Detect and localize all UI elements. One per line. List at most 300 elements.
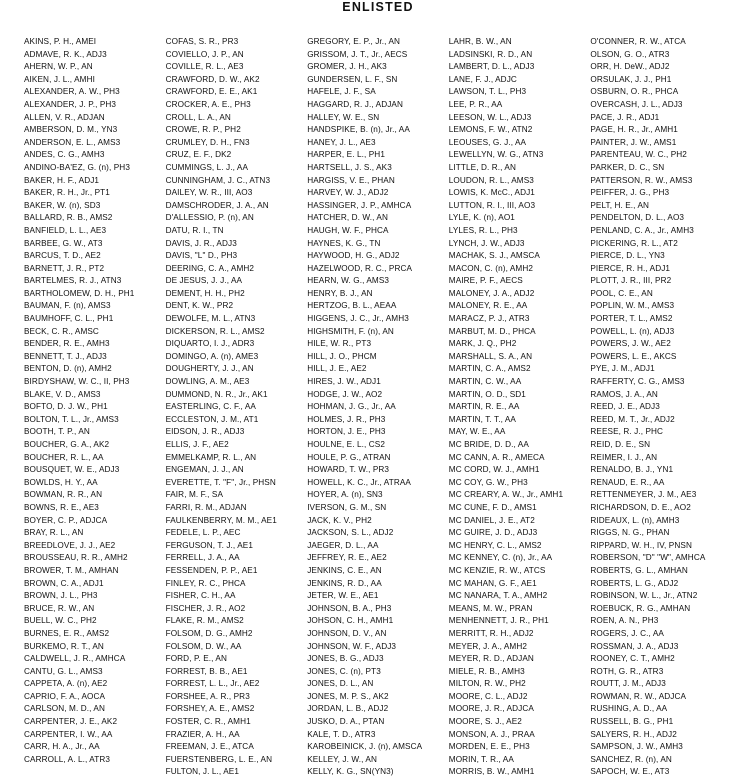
roster-entry: BROWN, C. A., ADJ1 [24,578,104,588]
roster-entry: JONES, C. (n), PT3 [307,666,381,676]
roster-entry: PEIFFER, J. G., PH3 [590,188,670,198]
roster-entry: BAKER, R. H., Jr., PT1 [24,188,110,198]
roster-entry: ALEXANDER, A. W., PH3 [24,87,120,97]
roster-entry: BAKER, W. (n), SD3 [24,200,101,210]
roster-entry: HALLEY, W. E., SN [307,112,380,122]
roster-entry: LITTLE, D. R., AN [448,162,516,172]
roster-entry: FLAKE, R. M., AMS2 [165,616,244,626]
roster-entry: BRUCE, R. W., AN [24,603,95,613]
roster-entry: FOLSOM, D. G., AMH2 [165,628,253,638]
roster-entry: FESSENDEN, P. P., AE1 [165,565,258,575]
roster-entry: BOFTO, D. J. W., PH1 [24,402,108,412]
roster-entry: LEWELLYN, W. G., ATN3 [448,150,544,160]
roster-entry: CAPPETA, A. (n), AE2 [24,679,108,689]
roster-entry: PIERCE, D. L., YN3 [590,251,665,261]
roster-entry: MONSON, A. J., PRAA [448,729,535,739]
roster-entry: FAIR, M. F., SA [165,490,224,500]
roster-entry: BAUMAN, F. (n), AMS3 [24,301,111,311]
roster-entry: POWERS, L. E., AKCS [590,351,677,361]
roster-entry: RAFFERTY, C. G., AMS3 [590,377,685,387]
page-title: ENLISTED [342,0,414,14]
roster-entry: HARGISS, V. E., PHAN [307,175,395,185]
roster-entry: DAVIS, J. R., ADJ3 [165,238,237,248]
roster-entry: OVERCASH, J. L., ADJ3 [590,99,683,109]
roster-entry: RENALDO, B. J., YN1 [590,465,674,475]
roster-entry: ROBINSON, W. L., Jr., ATN2 [590,591,698,601]
roster-entry: LYLES, R. L., PH3 [448,225,518,235]
roster-entry: HARPER, E. L., PH1 [307,150,385,160]
roster-entry: LEOUSES, G. J., AA [448,137,527,147]
roster-entry: HOHMAN, J. G., Jr., AA [307,402,396,412]
roster-entry: EMMELKAMP, R. L., AN [165,452,257,462]
roster-entry: BALLARD, R. B., AMS2 [24,213,113,223]
roster-entry: ROUTT, J. M., ADJ3 [590,679,666,689]
roster-entry: LUTTON, R. I., III, AO3 [448,200,536,210]
roster-entry: FAULKENBERRY, M. M., AE1 [165,515,277,525]
roster-entry: FULTON, J. L., AE1 [165,767,239,777]
roster-entry: AKINS, P. H., AMEI [24,37,97,46]
roster-entry: FORSHEY, A. E., AMS2 [165,704,255,714]
roster-entry: ROEBUCK, R. G., AMHAN [590,603,691,613]
roster-entry: MC KENNEY, C. (n), Jr., AA [448,553,553,563]
roster-entry: PYE, J. M., ADJ1 [590,364,655,374]
roster-entry: MACON, C. (n), AMH2 [448,263,534,273]
roster-entry: ROONEY, C. T., AMH2 [590,654,675,664]
roster-entry: RICHARDSON, D. E., AO2 [590,502,691,512]
roster-entry: DOUGHERTY, J. J., AN [165,364,254,374]
roster-entry: DIQUARTO, I. J., ADR3 [165,339,255,349]
roster-entry: PARENTEAU, W. C., PH2 [590,150,687,160]
roster-entry: AIKEN, J. L., AMHI [24,74,95,84]
roster-entry: KALE, T. D., ATR3 [307,729,376,739]
roster-entry: ROBERTS, L. G., ADJ2 [590,578,679,588]
roster-entry: POWELL, L. (n), ADJ3 [590,326,675,336]
roster-entry: BECK, C. R., AMSC [24,326,99,336]
roster-entry: DENT, K. W., PR2 [165,301,234,311]
roster-entry: FINLEY, R. C., PHCA [165,578,246,588]
roster-entry: MC MAHAN, G. F., AE1 [448,578,537,588]
roster-entry: ANDES, C. G., AMH3 [24,150,105,160]
roster-entry: MC DANIEL, J. E., AT2 [448,515,535,525]
roster-entry: ALLEN, V. R., ADJAN [24,112,105,122]
roster-entry: LADSINSKI, R. D., AN [448,49,533,59]
roster-entry: ORR, H. DeW., ADJ2 [590,62,670,72]
roster-entry: BROWN, J. L., PH3 [24,591,98,601]
roster-entry: MIELE, R. B., AMH3 [448,666,525,676]
roster-entry: MORRIS, B. W., AMH1 [448,767,535,777]
roster-entry: BANFIELD, L. L., AE3 [24,225,107,235]
roster-entry: RUSSELL, B. G., PH1 [590,717,674,727]
roster-entry: MARTIN, R. E., AA [448,402,520,412]
roster-entry: DE JESUS, J. J., AA [165,276,243,286]
roster-entry: FERGUSON, T. J., AE1 [165,540,253,550]
roster-entry: BOWNS, R. E., AE3 [24,502,99,512]
roster-entry: PICKERING, R. L., AT2 [590,238,678,248]
roster-entry: ROBERTS, G. L., AMHAN [590,565,688,575]
roster-entry: HANDSPIKE, B. (n), Jr., AA [307,125,410,135]
roster-entry: ADMAVE, R. K., ADJ3 [24,49,107,59]
roster-entry: JAEGER, D. L., AA [307,540,379,550]
roster-entry: FARRI, R. M., ADJAN [165,502,247,512]
roster-entry: MALONEY, J. A., ADJ2 [448,288,535,298]
roster-entry: DICKERSON, R. L., AMS2 [165,326,265,336]
roster-entry: ROSSMAN, J. A., ADJ3 [590,641,679,651]
roster-entry: MC HENRY, C. L., AMS2 [448,540,542,550]
roster-column-1 [24,36,166,779]
roster-entry: MC CORD, W. J., AMH1 [448,465,540,475]
roster-entry: DEERING, C. A., AMH2 [165,263,255,273]
roster-entry: BAKER, H. F., ADJ1 [24,175,100,185]
roster-columns [24,36,732,779]
roster-entry: HOULNE, E. L., CS2 [307,440,385,449]
roster-entry: BOLTON, T. L., Jr., AMS3 [24,414,119,424]
roster-entry: PARKER, D. C., SN [590,162,665,172]
roster-entry: BAUMHOFF, C. L., PH1 [24,314,114,324]
roster-entry: HIRES, J. W., ADJ1 [307,377,381,387]
roster-entry: CARR, H. A., Jr., AA [24,742,100,752]
roster-entry: DATU, R. I., TN [165,225,224,235]
roster-entry: BARTHOLOMEW, D. H., PH1 [24,288,135,298]
roster-entry: HOWELL, K. C., Jr., ATRAA [307,477,411,487]
roster-column-3 [307,36,449,779]
roster-entry: COVILLE, R. L., AE3 [165,62,244,72]
roster-entry: MACHAK, S. J., AMSCA [448,251,540,261]
roster-entry: PELT, H. E., AN [590,200,650,210]
roster-entry: SANCHEZ, R. (n), AN [590,754,672,764]
roster-entry: REIMER, I. J., AN [590,452,658,462]
roster-entry: ENGEMAN, J. J., AN [165,465,244,475]
roster-entry: HOLMES, J. R., PH3 [307,414,386,424]
roster-entry: BROWER, T. M., AMHAN [24,565,119,575]
roster-entry: MORDEN, E. E., PH3 [448,742,530,752]
roster-entry: HAYNES, K. G., TN [307,238,381,248]
roster-entry: AMBERSON, D. M., YN3 [24,125,118,135]
roster-entry: HAUGH, W. F., PHCA [307,225,389,235]
roster-entry: RAMOS, J. A., AN [590,389,658,399]
roster-entry: MC CUNE, F. D., AMS1 [448,502,537,512]
roster-entry: MEANS, M. W., PRAN [448,603,533,613]
roster-entry: PORTER, T. L., AMS2 [590,314,673,324]
roster-entry: MARK, J. Q., PH2 [448,339,517,349]
roster-entry: ROEN, A. N., PH3 [590,616,659,626]
roster-entry: BREEDLOVE, J. J., AE2 [24,540,116,550]
roster-entry: JETER, W. E., AE1 [307,591,379,601]
roster-entry: HAYWOOD, H. G., ADJ2 [307,251,400,261]
roster-entry: BENTON, D. (n), AMH2 [24,364,112,374]
roster-entry: BLAKE, V. D., AMS3 [24,389,101,399]
roster-entry: AHERN, W. P., AN [24,62,93,72]
roster-entry: MARTIN, C. A., AMS2 [448,364,531,374]
roster-entry: MARTIN, O. D., SD1 [448,389,526,399]
roster-entry: MARBUT, M. D., PHCA [448,326,536,336]
roster-entry: MORIN, T. R., AA [448,754,514,764]
roster-entry: FORREST, B. B., AE1 [165,666,248,676]
roster-entry: POWERS, J. W., AE2 [590,339,671,349]
roster-entry: GRISSOM, J. T., Jr., AECS [307,49,408,59]
roster-entry: JONES, D. L., AN [307,679,374,689]
roster-entry: POPLIN, W. M., AMS3 [590,301,675,311]
roster-entry: LEE, P. R., AA [448,99,503,109]
roster-entry: ROBERSON, "D" "W", AMHCA [590,553,706,563]
roster-entry: OSBURN, O. R., PHCA [590,87,679,97]
roster-entry: DUMMOND, N. R., Jr., AK1 [165,389,268,399]
roster-entry: HENRY, B. J., AN [307,288,373,298]
roster-entry: CROWE, R. P., PH2 [165,125,241,135]
roster-entry: PENLAND, C. A., Jr., AMH3 [590,225,694,235]
roster-entry: MC BRIDE, D. D., AA [448,440,529,449]
roster-entry: GUNDERSEN, L. F., SN [307,74,398,84]
roster-entry: CAPRIO, F. A., AOCA [24,691,106,701]
roster-entry: MAIRE, P. F., AECS [448,276,523,286]
roster-entry: ANDERSON, E. L., AMS3 [24,137,121,147]
roster-entry: FERRELL, J. A., AA [165,553,240,563]
roster-entry: CRUZ, E. F., DK2 [165,150,232,160]
roster-entry: PATTERSON, R. W., AMS3 [590,175,693,185]
roster-entry: DAMSCHRODER, J. A., AN [165,200,269,210]
roster-entry: REID, D. E., SN [590,440,651,449]
roster-entry: BOWLDS, H. Y., AA [24,477,98,487]
roster-entry: HILE, W. R., PT3 [307,339,372,349]
roster-entry: BENNETT, T. J., ADJ3 [24,351,107,361]
roster-entry: SAPOCH, W. E., AT3 [590,767,670,777]
roster-entry: PAGE, H. R., Jr., AMH1 [590,125,678,135]
roster-entry: HOYER, A. (n), SN3 [307,490,383,500]
roster-entry: HIGHSMITH, F. (n), AN [307,326,394,336]
roster-entry: EIDSON, J. R., ADJ3 [165,427,245,437]
roster-entry: BIRDYSHAW, W. C., II, PH3 [24,377,130,387]
roster-entry: FOSTER, C. R., AMH1 [165,717,251,727]
roster-entry: RENAUD, E. R., AA [590,477,665,487]
roster-entry: MARTIN, C. W., AA [448,377,522,387]
roster-entry: MOORE, C. L., ADJ2 [448,691,528,701]
roster-entry: BURNES, E. R., AMS2 [24,628,110,638]
roster-entry: SAMPSON, J. W., AMH3 [590,742,683,752]
roster-entry: POOL, C. E., AN [590,288,653,298]
roster-entry: MEYER, J. A., AMH2 [448,641,528,651]
roster-entry: RETTENMEYER, J. M., AE3 [590,490,697,500]
roster-entry: BENDER, R. E., AMH3 [24,339,110,349]
roster-entry: MEYER, R. D., ADJAN [448,654,534,664]
roster-entry: ECCLESTON, J. M., AT1 [165,414,259,424]
roster-entry: JOHSON, C. H., AMH1 [307,616,394,626]
roster-entry: RIGGS, N. G., PHAN [590,528,670,538]
roster-entry: MOORE, J. R., ADJCA [448,704,534,714]
roster-entry: CUNNINGHAM, J. C., ATN3 [165,175,271,185]
roster-entry: FUERSTENBERG, L. E., AN [165,754,273,764]
roster-entry: HOWARD, T. W., PR3 [307,465,390,475]
roster-column-4 [449,36,591,779]
roster-entry: LOUDON, R. L., AMS3 [448,175,534,185]
roster-entry: MC CREARY, A. W., Jr., AMH1 [448,490,564,500]
roster-entry: BARCUS, T. D., AE2 [24,251,101,261]
roster-entry: BARNETT, J. R., PT2 [24,263,105,273]
roster-entry: HAZELWOOD, R. C., PRCA [307,263,413,273]
roster-entry: CARROLL, A. L., ATR3 [24,754,111,764]
roster-entry: JONES, B. G., ADJ3 [307,654,384,664]
roster-entry: JENKINS, R. D., AA [307,578,382,588]
roster-entry: CRAWFORD, D. W., AK2 [165,74,260,84]
roster-entry: EVERETTE, T. "F", Jr., PHSN [165,477,276,487]
roster-entry: BARTELMES, R. J., ATN3 [24,276,122,286]
roster-entry: PLOTT, J. R., III, PR2 [590,276,672,286]
roster-entry: HEARN, W. G., AMS3 [307,276,390,286]
roster-entry: JEFFREY, R. E., AE2 [307,553,387,563]
roster-entry: OLSON, G. O., ATR3 [590,49,670,59]
roster-entry: BUELL, W. C., PH2 [24,616,97,626]
roster-entry: LAWSON, T. L., PH3 [448,87,527,97]
roster-entry: JONES, M. P. S., AK2 [307,691,389,701]
roster-entry: CROCKER, A. E., PH3 [165,99,251,109]
roster-entry: MARSHALL, S. A., AN [448,351,533,361]
roster-entry: PENDELTON, D. L., AO3 [590,213,685,223]
roster-column-2 [166,36,308,779]
roster-entry: DAILEY, W. R., III, AO3 [165,188,253,198]
roster-entry: FREEMAN, J. E., ATCA [165,742,254,752]
roster-entry: BOYER, C. P., ADJCA [24,515,108,525]
roster-entry: MOORE, S. J., AE2 [448,717,522,727]
roster-entry: COVIELLO, J. P., AN [165,49,244,59]
roster-entry: BURKEMO, R. T., AN [24,641,104,651]
roster-entry: PACE, J. R., ADJ1 [590,112,660,122]
roster-entry: HIGGENS, J. C., Jr., AMH3 [307,314,409,324]
roster-entry: JOHNSON, W. F., ADJ3 [307,641,397,651]
roster-entry: KELLEY, J. W., AN [307,754,377,764]
roster-entry: ROTH, G. R., ATR3 [590,666,664,676]
roster-entry: MC NANARA, T. A., AMH2 [448,591,548,601]
roster-entry: FORREST, L. L., Jr., AE2 [165,679,260,689]
roster-entry: JOHNSON, D. V., AN [307,628,387,638]
roster-entry: LYNCH, J. W., ADJ3 [448,238,525,248]
roster-entry: LYLE, K. (n), AO1 [448,213,515,223]
roster-entry: DOWLING, A. M., AE3 [165,377,250,387]
roster-entry: MALONEY, R. E., AA [448,301,528,311]
roster-entry: CARPENTER, I. W., AA [24,729,113,739]
roster-entry: REESE, R. J., PHC [590,427,664,437]
roster-entry: FOLSOM, D. W., AA [165,641,242,651]
roster-entry: JENKINS, C. E., AN [307,565,382,575]
roster-entry: MERRITT, R. H., ADJ2 [448,628,534,638]
roster-entry: COFAS, S. R., PR3 [165,37,239,46]
roster-entry: FEDELE, L. P., AEC [165,528,241,538]
roster-entry: CRUMLEY, D. H., FN3 [165,137,250,147]
roster-entry: RUSHING, A. D., AA [590,704,668,714]
roster-entry: KAROBEINICK, J. (n), AMSCA [307,742,423,752]
roster-entry: HAFELE, J. F., SA [307,87,376,97]
roster-entry: MENHENNETT, J. R., PH1 [448,616,549,626]
roster-entry: LEMONS, F. W., ATN2 [448,125,533,135]
roster-entry: KELLY, K. G., SN(YN3) [307,767,394,777]
roster-entry: HODGE, J. W., AO2 [307,389,383,399]
roster-entry: JACKSON, S. L., ADJ2 [307,528,394,538]
roster-entry: PIERCE, R. H., ADJ1 [590,263,671,273]
roster-entry: MC GUIRE, J. D., ADJ3 [448,528,538,538]
roster-entry: MC CANN, A. R., AMECA [448,452,545,462]
roster-entry: LEESON, W. L., ADJ3 [448,112,532,122]
roster-entry: BOUCHER, R. L., AA [24,452,104,462]
roster-entry: REED, J. E., ADJ3 [590,402,660,412]
roster-entry: MC KENZIE, R. W., ATCS [448,565,546,575]
roster-entry: HILL, J. E., AE2 [307,364,367,374]
roster-entry: LANE, F. J., ADJC [448,74,517,84]
roster-entry: BRAY, R. L., AN [24,528,84,538]
roster-entry: BROUSSEAU, R. R., AMH2 [24,553,128,563]
roster-entry: CANTU, G. L., AMS3 [24,666,103,676]
roster-entry: CARPENTER, J. E., AK2 [24,717,118,727]
roster-entry: FORD, P. E., AN [165,654,227,664]
roster-entry: BARBEE, G. W., AT3 [24,238,103,248]
roster-entry: GREGORY, E. P., Jr., AN [307,37,401,46]
roster-entry: RIPPARD, W. H., IV, PNSN [590,540,692,550]
roster-entry: JOHNSON, B. A., PH3 [307,603,392,613]
roster-entry: MILTON, R. W., PH2 [448,679,526,689]
roster-entry: HANEY, J. L., AE3 [307,137,376,147]
roster-entry: FRAZIER, A. H., AA [165,729,240,739]
roster-entry: LOWIS, K. McC., ADJ1 [448,188,535,198]
roster-entry: MC COY, G. W., PH3 [448,477,528,487]
roster-entry: MARACZ, P. J., ATR3 [448,314,530,324]
roster-entry: CALDWELL, J. R., AMHCA [24,654,126,664]
roster-entry: HARVEY, W. J., ADJ2 [307,188,389,198]
roster-entry: PAINTER, J. W., AMS1 [590,137,677,147]
roster-entry: JACK, K. V., PH2 [307,515,372,525]
roster-entry: HILL, J. O., PHCM [307,351,377,361]
roster-entry: REED, M. T., Jr., ADJ2 [590,414,675,424]
roster-entry: GROMER, J. H., AK3 [307,62,387,72]
roster-entry: O'CONNER, R. W., ATCA [590,37,686,46]
roster-entry: EASTERLING, C. F., AA [165,402,256,412]
roster-entry: HERTZOG, B. L., AEAA [307,301,397,311]
roster-entry: CARLSON, M. D., AN [24,704,105,714]
roster-entry: JORDAN, L. B., ADJ2 [307,704,389,714]
roster-entry: FISCHER, J. R., AO2 [165,603,246,613]
roster-entry: HOULE, P. G., ATRAN [307,452,391,462]
roster-entry: CROLL, L. A., AN [165,112,231,122]
roster-entry: FISHER, C. H., AA [165,591,236,601]
roster-entry: CUMMINGS, L. J., AA [165,162,249,172]
roster-entry: HAGGARD, R. J., ADJAN [307,99,404,109]
roster-entry: ELLIS, J. F., AE2 [165,440,229,449]
roster-entry: BOUSQUET, W. E., ADJ3 [24,465,120,475]
roster-entry: BOUCHER, G. A., AK2 [24,440,110,449]
roster-entry: LAMBERT, D. L., ADJ3 [448,62,535,72]
roster-entry: ANDINO-BA'EZ, G. (n), PH3 [24,162,130,172]
roster-entry: JUSKO, D. A., PTAN [307,717,385,727]
roster-entry: HATCHER, D. W., AN [307,213,388,223]
roster-entry: LAHR, B. W., AN [448,37,512,46]
roster-entry: BOWMAN, R. R., AN [24,490,103,500]
roster-entry: SALYERS, R. H., ADJ2 [590,729,677,739]
roster-entry: CRAWFORD, E. E., AK1 [165,87,258,97]
roster-entry: DEWOLFE, M. L., ATN3 [165,314,256,324]
roster-entry: BOOTH, T. P., AN [24,427,90,437]
roster-entry: D'ALLESSIO, P. (n), AN [165,213,254,223]
roster-entry: ORSULAK, J. J., PH1 [590,74,672,84]
roster-entry: ROGERS, J. C., AA [590,628,664,638]
roster-entry: HORTON, J. E., PH3 [307,427,386,437]
roster-entry: MAY, W. E., AA [448,427,506,437]
roster-entry: DAVIS, "L" D., PH3 [165,251,238,261]
roster-entry: DOMINGO, A. (n), AME3 [165,351,259,361]
roster-entry: DEMENT, H. H., PH2 [165,288,245,298]
roster-entry: FORSHEE, A. R., PR3 [165,691,250,701]
roster-entry: IVERSON, G. M., SN [307,502,387,512]
roster-entry: HARTSELL, J. S., AK3 [307,162,392,172]
roster-entry: ALEXANDER, J. P., PH3 [24,99,117,109]
roster-entry: MARTIN, T. T., AA [448,414,516,424]
roster-column-5 [590,36,732,779]
roster-entry: ROWMAN, R. W., ADJCA [590,691,687,701]
roster-entry: RIDEAUX, L. (n), AMH3 [590,515,680,525]
